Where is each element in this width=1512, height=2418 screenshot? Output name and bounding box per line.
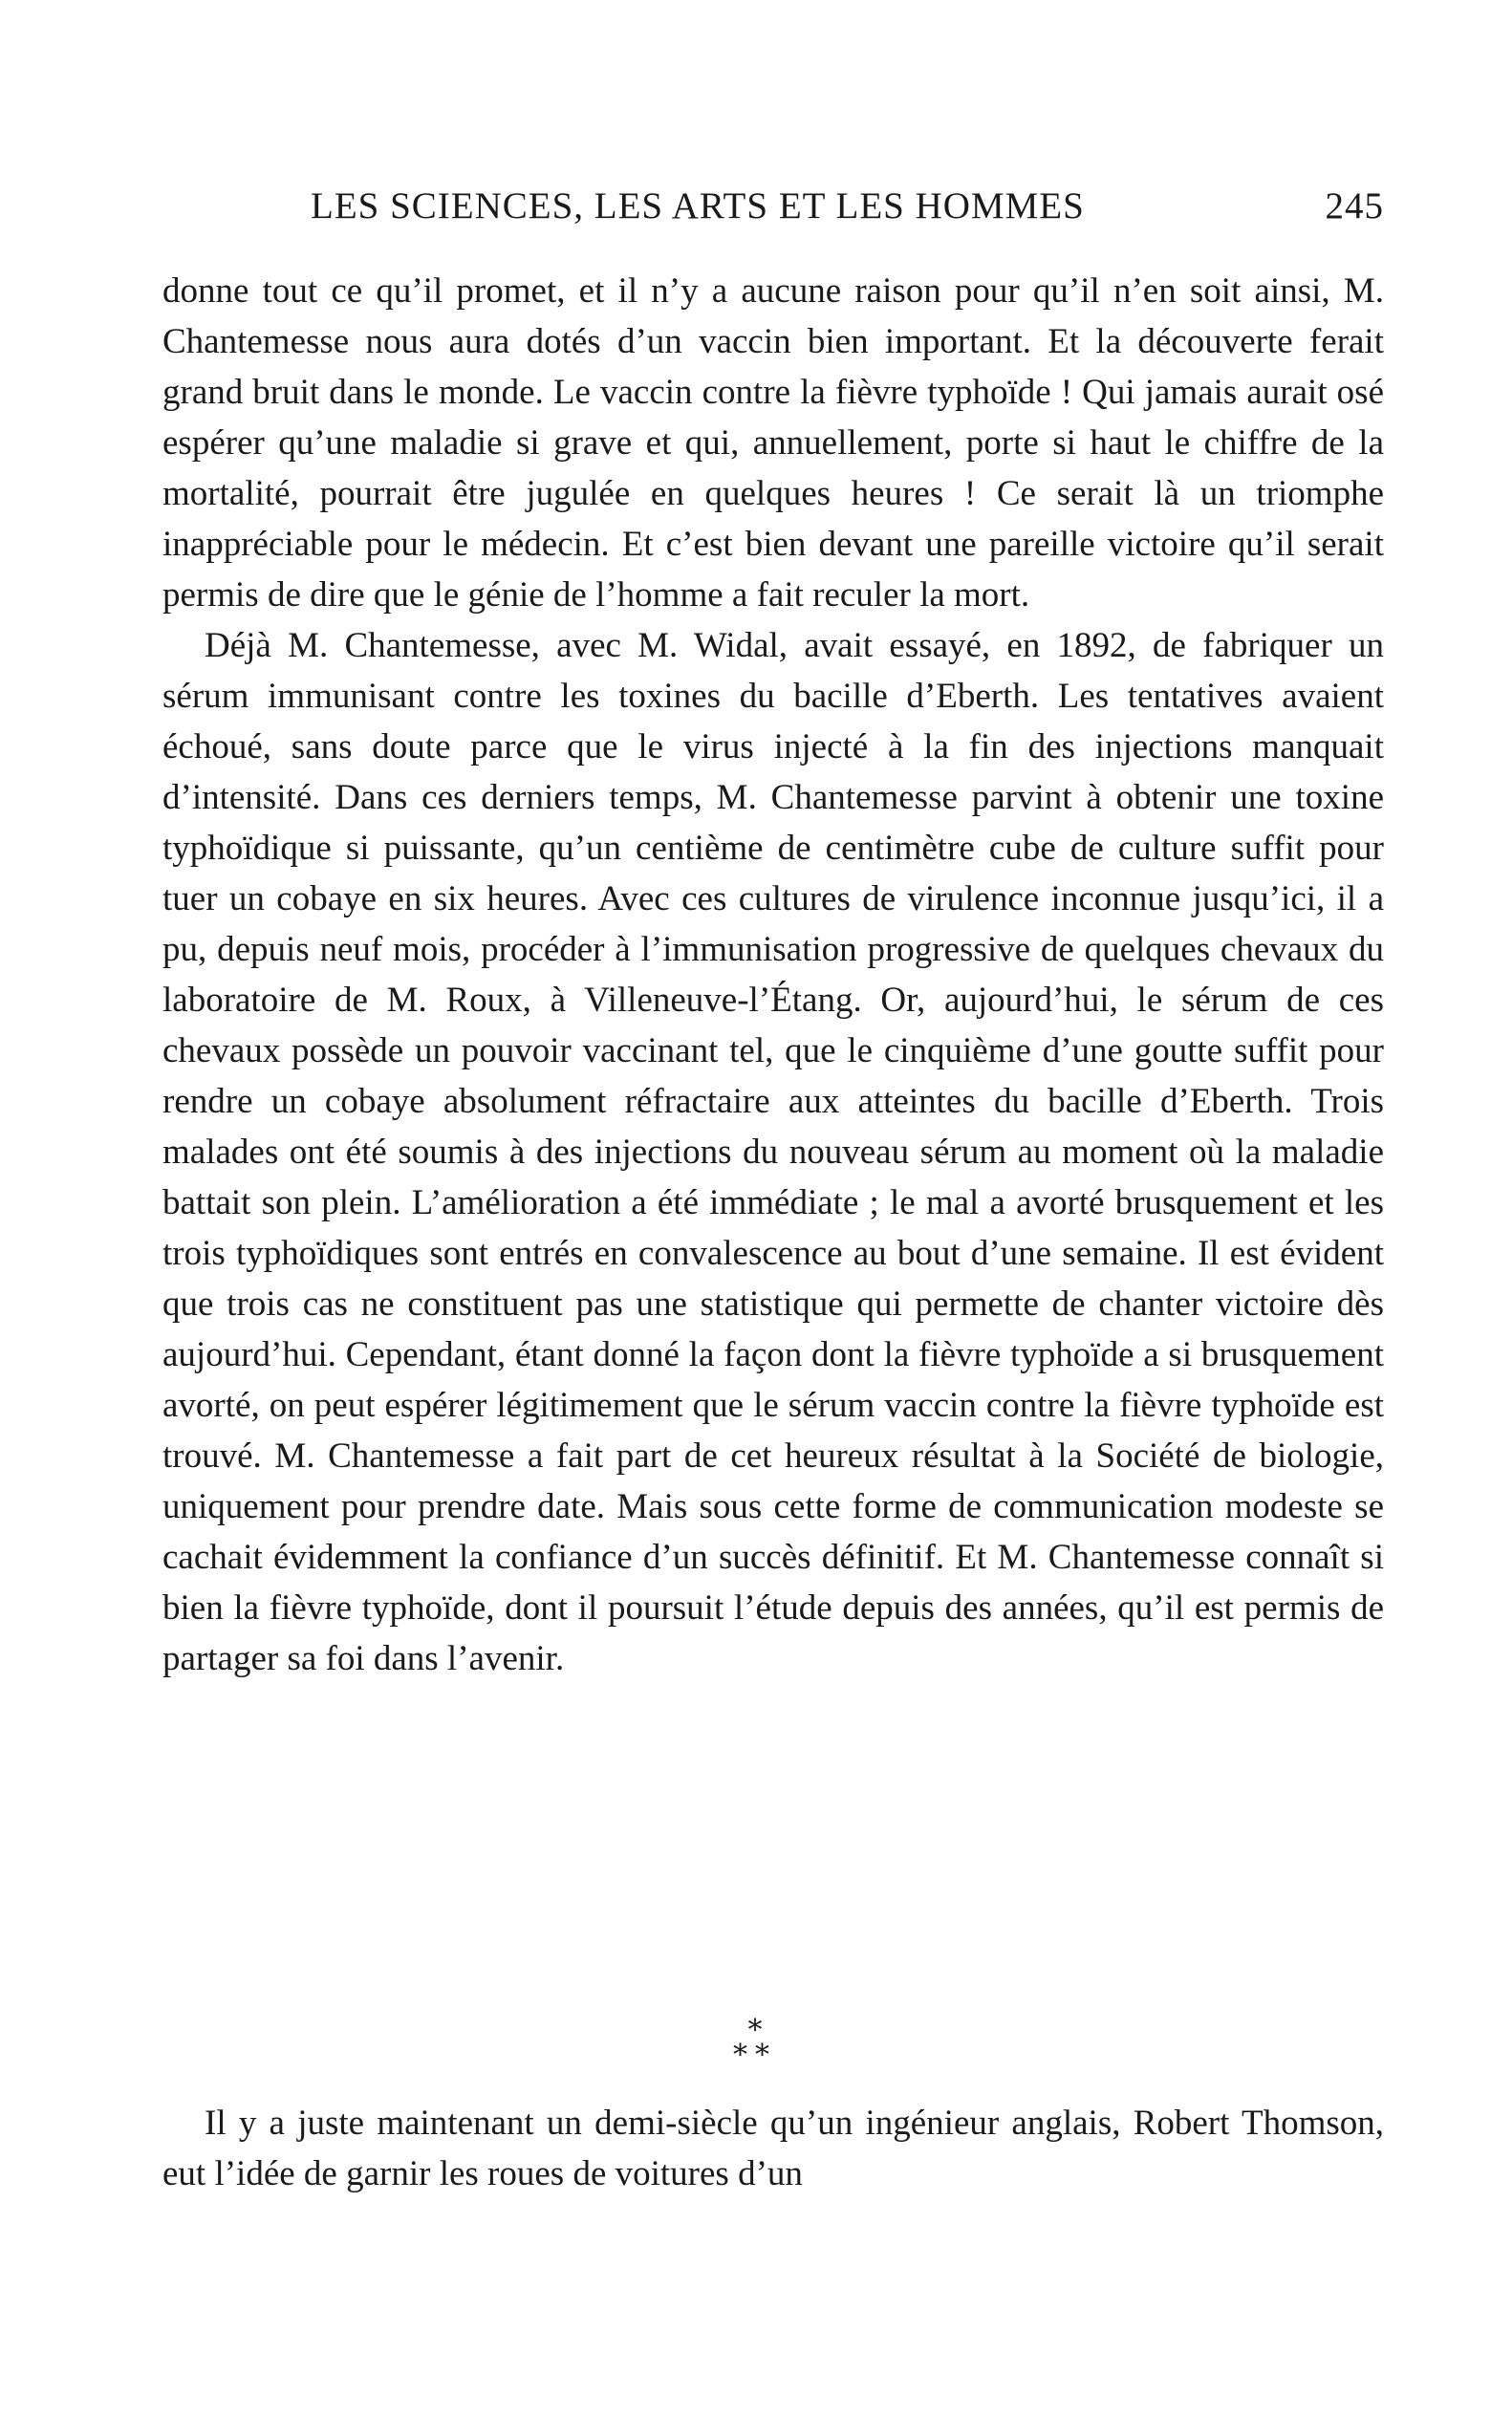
page-number: 245 xyxy=(1325,185,1384,227)
running-head xyxy=(162,184,1384,234)
running-title: LES SCIENCES, LES ARTS ET LES HOMMES xyxy=(311,185,1085,227)
paragraph-thomson: Il y a juste maintenant un demi-siècle qu’un ingénieur anglais, Robert Thomson, eut l’idée de garnir les roues de voitures d’un xyxy=(162,2104,1384,2193)
body-text xyxy=(162,266,1384,1684)
paragraph-chantemesse-serum: Déjà M. Chantemesse, avec M. Widal, avait essayé, en 1892, de fabriquer un sérum immunisant contre les toxines du bacille d’Eberth. Les tentatives avaient échoué, sans doute parce que le virus injecté à la fin des injections manquait d’intensité. Dans ces derniers temps, M. Chantemesse parvint à obtenir une toxine typhoïdique si puissante, qu’un centième de centimètre cube de culture suffit pour tuer un cobaye en six heures. Avec ces cultures de virulence inconnue jusqu’ici, il a pu, depuis neuf mois, procéder à l’immunisation progressive de quelques chevaux du laboratoire de M. Roux, à Villeneuve-l’Étang. Or, aujourd’hui, le sérum de ces chevaux possède un pouvoir vaccinant tel, que le cinquième d’une goutte suffit pour rendre un cobaye absolument réfractaire aux atteintes du bacille d’Eberth. Trois malades ont été soumis à des injections du nouveau sérum au moment où la maladie battait son plein. L’amélioration a été immédiate ; le mal a avorté brusquement et les trois typhoïdiques sont entrés en convalescence au bout d’une semaine. Il est évident que trois cas ne constituent pas une statistique qui permette de chanter victoire dès aujourd’hui. Cependant, étant donné la façon dont la fièvre typhoïde a si brusquement avorté, on peut espérer légitimement que le sérum vaccin contre la fièvre typhoïde est trouvé. M. Chantemesse a fait part de cet heureux résultat à la Société de biologie, uniquement pour prendre date. Mais sous cette forme de communication modeste se cachait évidemment la confiance d’un succès définitif. Et M. Chantemesse connaît si bien la fièvre typhoïde, dont il poursuit l’étude depuis des années, qu’il est permis de partager sa foi dans l’avenir. xyxy=(162,626,1384,1678)
asterism-top-star: * xyxy=(747,2014,763,2047)
asterism-bottom-stars: ** xyxy=(733,2039,777,2072)
paragraph-continuation: donne tout ce qu’il promet, et il n’y a aucune raison pour qu’il n’en soit ainsi, M. Chantemesse nous aura dotés d’un vaccin bien important. Et la découverte ferait grand bruit dans le monde. Le vaccin contre la fièvre typhoïde ! Qui jamais aurait osé espérer qu’une maladie si grave et qui, annuellement, porte si haut le chiffre de la mortalité, pourrait être jugulée en quelques heures ! Ce serait là un triomphe inappréciable pour le médecin. Et c’est bien devant une pareille victoire qu’il serait permis de dire que le génie de l’homme a fait reculer la mort. xyxy=(162,271,1384,615)
section-separator-asterism xyxy=(707,2014,803,2076)
